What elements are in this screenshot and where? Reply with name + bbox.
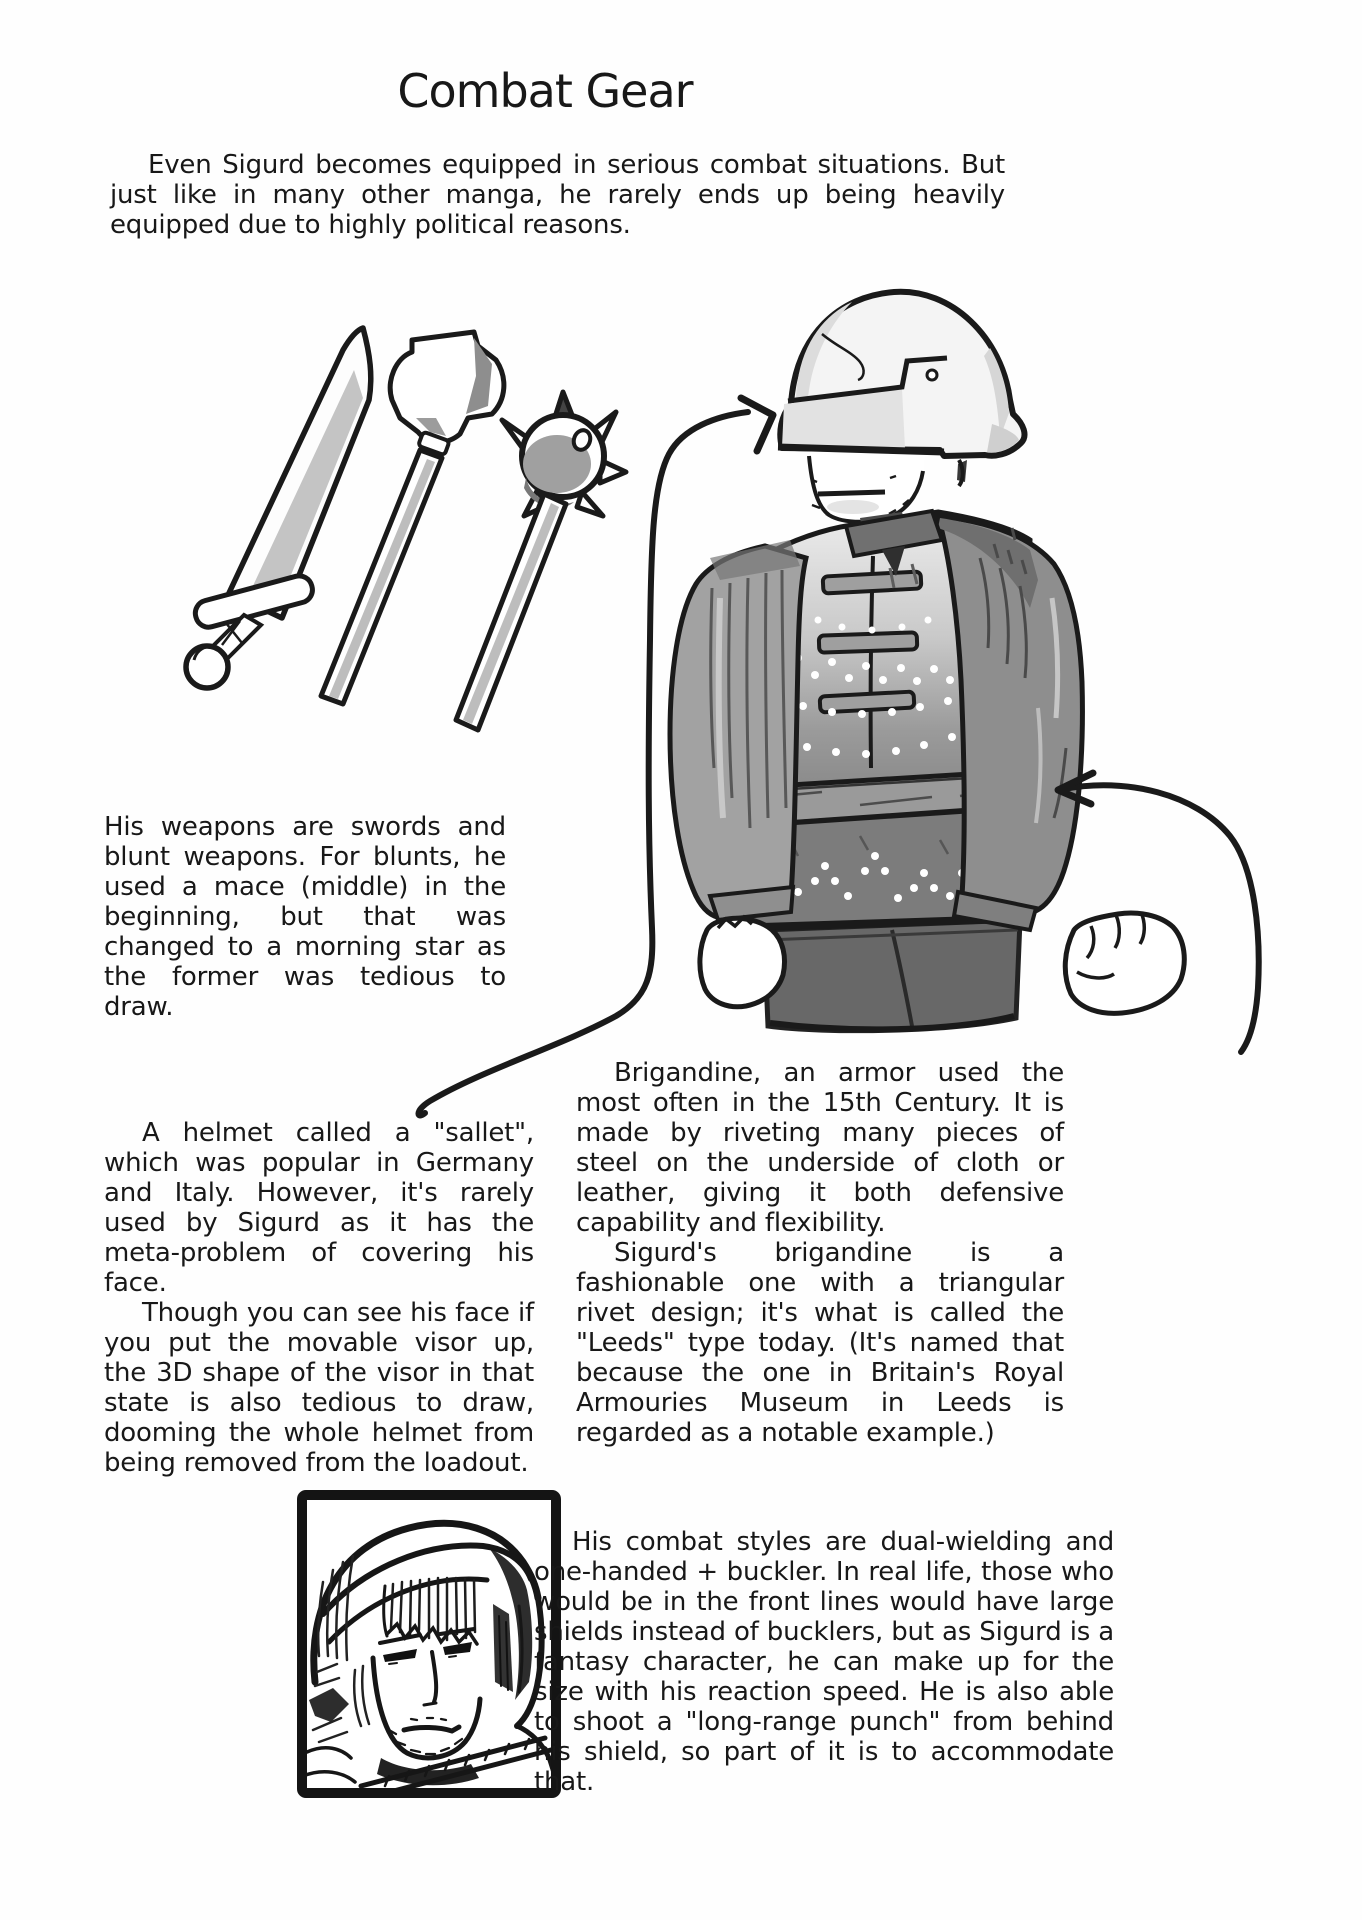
sallet-note-paragraph-2: Though you can see his face if you put the movable visor up, the 3D shape of the visor in that state is also tedious to draw, dooming the whole helmet from being removed from the loadout. [104,1298,534,1478]
sallet-note [104,1118,534,1478]
combat-note [534,1527,1114,1797]
intro-text: Even Sigurd becomes equipped in serious combat situations. But just like in many other manga, he rarely ends up being heavily equipped due to highly political reasons. [110,150,1005,240]
combat-note-text: His combat styles are dual-wielding and one-handed + buckler. In real life, those who would be in the front lines would have large shields instead of bucklers, but as Sigurd is a fantasy character, he can make up for the size with his reaction speed. He is also able to shoot a "long-range punch" from behind his shield, so part of it is to accommodate that. [534,1527,1114,1797]
left-fist [700,917,785,1007]
left-sleeve [670,540,806,920]
brigandine-note-paragraph-1: Brigandine, an armor used the most often in the 15th Century. It is made by riveting many pieces of steel on the underside of cloth or leather, giving it both defensive capability and flexibility. [576,1058,1064,1238]
hooded-portrait-drawing [293,1486,565,1802]
right-fist [1065,912,1184,1013]
weapons-drawing [130,268,630,743]
page-title: Combat Gear [397,64,693,118]
weapons-note [104,812,506,1022]
brigandine-figure-drawing [560,228,1260,1063]
sallet-note-paragraph-1: A helmet called a "sallet", which was popular in Germany and Italy. However, it's rarely used by Sigurd as it has the meta-problem of covering his face. [104,1118,534,1298]
skirt [764,920,1020,1031]
sword-drawing [186,328,371,688]
brigandine-note [576,1058,1064,1448]
brigandine-note-paragraph-2: Sigurd's brigandine is a fashionable one with a triangular rivet design; it's what is called the "Leeds" type today. (It's named that because the one in Britain's Royal Armouries Museum in Leeds is regarded as a notable example.) [576,1238,1064,1448]
weapons-note-text: His weapons are swords and blunt weapons. For blunts, he used a mace (middle) in the beginning, but that was changed to a morning star as the former was tedious to draw. [104,812,506,1022]
intro-paragraph [110,150,1005,240]
